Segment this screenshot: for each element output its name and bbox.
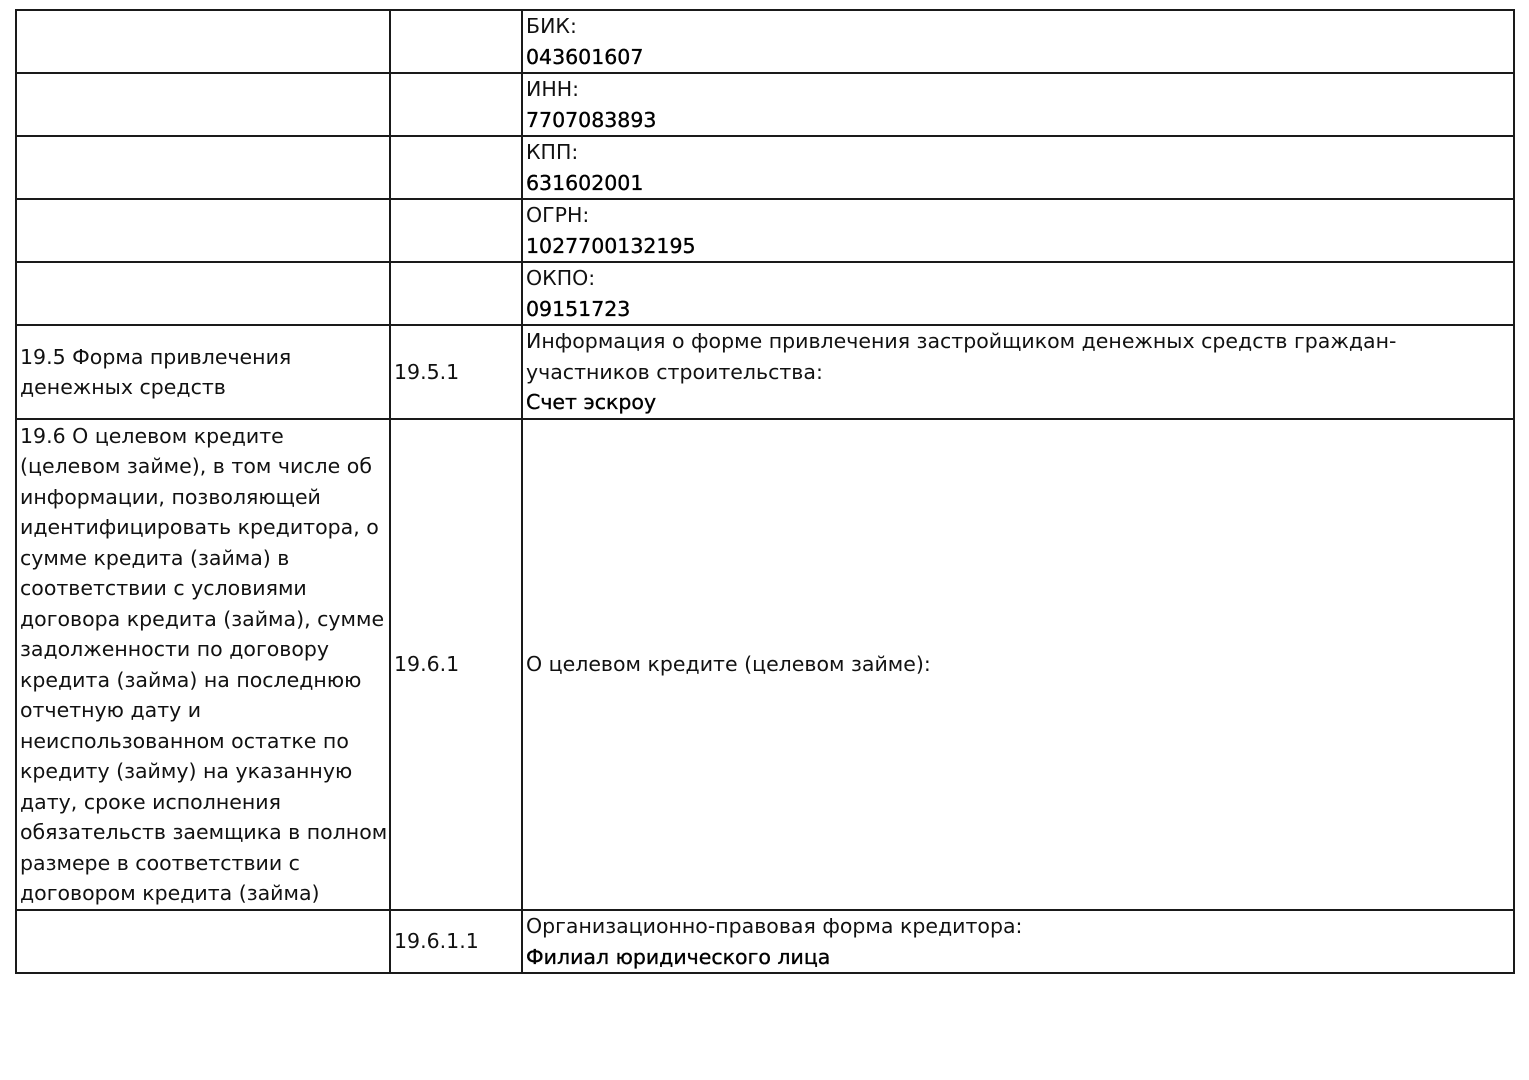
section-title-cell <box>16 10 390 73</box>
section-title-cell <box>16 910 390 973</box>
value-cell <box>522 73 1514 136</box>
field-label: Информация о форме привлечения застройщиком денежных средств граждан-участников строительства: <box>526 329 1397 384</box>
table-row-ogrn <box>16 199 1514 262</box>
table-row-19-5 <box>16 325 1514 419</box>
value-cell <box>522 199 1514 262</box>
code-cell: 19.6.1 <box>390 419 522 910</box>
section-title-cell <box>16 262 390 325</box>
code-cell <box>390 136 522 199</box>
code-cell <box>390 10 522 73</box>
disclosure-table <box>15 9 1515 974</box>
value-cell <box>522 262 1514 325</box>
value-cell <box>522 325 1514 419</box>
field-label: ИНН: <box>526 77 580 101</box>
value-cell: О целевом кредите (целевом займе): <box>522 419 1514 910</box>
field-value: 043601607 <box>526 44 644 69</box>
section-title-cell: 19.5 Форма привлечения денежных средств <box>16 325 390 419</box>
field-label: БИК: <box>526 14 577 38</box>
table-row-okpo <box>16 262 1514 325</box>
field-value: 1027700132195 <box>526 233 696 258</box>
table-row-19-6-1-1 <box>16 910 1514 973</box>
field-value: Филиал юридического лица <box>526 944 831 969</box>
code-cell <box>390 199 522 262</box>
value-cell <box>522 10 1514 73</box>
code-cell <box>390 262 522 325</box>
section-title-cell: 19.6 О целевом кредите (целевом займе), в том числе об информации, позволяющей идентифицировать кредитора, о сумме кредита (займа) в соответствии с условиями договора кредита (займа), сумме задолженности по договору кредита (займа) на последнюю отчетную дату и неиспользованном остатке по кредиту (займу) на указанную дату, сроке исполнения обязательств заемщика в полном размере в соответствии с договором кредита (займа) <box>16 419 390 910</box>
table-row-19-6 <box>16 419 1514 910</box>
field-label: ОКПО: <box>526 266 596 290</box>
section-title-cell <box>16 199 390 262</box>
field-value: 631602001 <box>526 170 644 195</box>
table-row-kpp <box>16 136 1514 199</box>
code-cell: 19.6.1.1 <box>390 910 522 973</box>
table-row-bik <box>16 10 1514 73</box>
value-cell <box>522 136 1514 199</box>
section-title-cell <box>16 73 390 136</box>
field-label: ОГРН: <box>526 203 590 227</box>
field-value: Счет эскроу <box>526 390 657 415</box>
field-value: 7707083893 <box>526 107 657 132</box>
field-value: 09151723 <box>526 296 631 321</box>
field-label: Организационно-правовая форма кредитора: <box>526 914 1023 938</box>
code-cell: 19.5.1 <box>390 325 522 419</box>
section-title-cell <box>16 136 390 199</box>
code-cell <box>390 73 522 136</box>
field-label: КПП: <box>526 140 579 164</box>
value-cell <box>522 910 1514 973</box>
table-row-inn <box>16 73 1514 136</box>
